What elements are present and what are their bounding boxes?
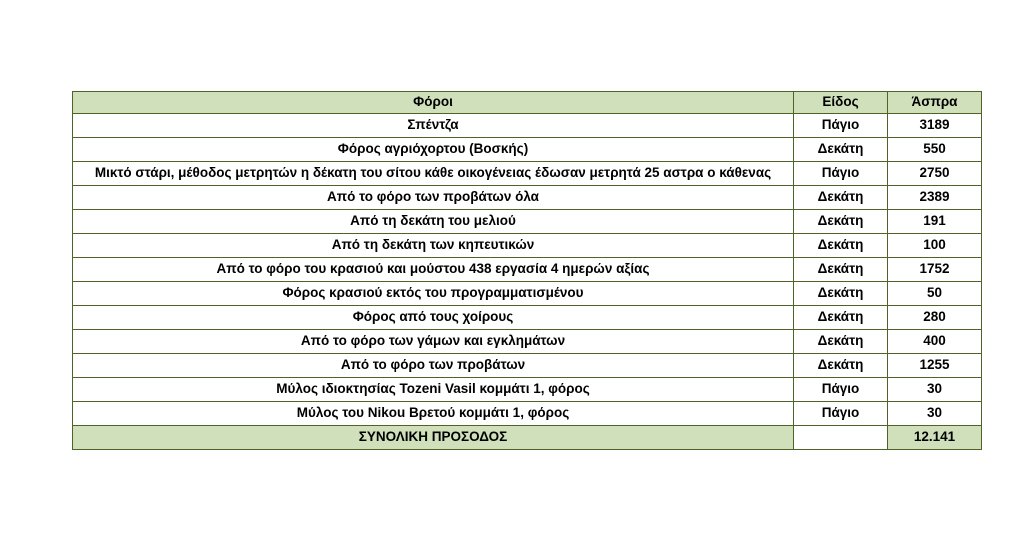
cell-type: Δεκάτη [794,353,888,377]
table-row [73,137,982,161]
cell-total-amount: 12.141 [888,425,982,449]
table-header [73,92,982,114]
cell-total-label: ΣΥΝΟΛΙΚΗ ΠΡΟΣΟΔΟΣ [73,425,794,449]
cell-type: Δεκάτη [794,137,888,161]
cell-type: Δεκάτη [794,233,888,257]
cell-amount: 400 [888,329,982,353]
column-header-type: Είδος [794,92,888,114]
cell-type: Πάγιο [794,401,888,425]
table-row [73,305,982,329]
table-row [73,113,982,137]
table-row [73,353,982,377]
cell-description: Από το φόρο των προβάτων [73,353,794,377]
table-row [73,257,982,281]
cell-description: Μύλος του Nikou Βρετού κομμάτι 1, φόρος [73,401,794,425]
cell-amount: 550 [888,137,982,161]
table-row [73,329,982,353]
cell-description: Φόρος κρασιού εκτός του προγραμματισμένου [73,281,794,305]
cell-amount: 50 [888,281,982,305]
cell-total-type [794,425,888,449]
cell-type: Πάγιο [794,161,888,185]
cell-type: Πάγιο [794,113,888,137]
cell-type: Δεκάτη [794,209,888,233]
cell-description: Από το φόρο των γάμων και εγκλημάτων [73,329,794,353]
cell-amount: 30 [888,401,982,425]
cell-amount: 1255 [888,353,982,377]
cell-description: Μύλος ιδιοκτησίας Tozeni Vasil κομμάτι 1, φόρος [73,377,794,401]
cell-amount: 30 [888,377,982,401]
cell-type: Δεκάτη [794,185,888,209]
cell-description: Από τη δεκάτη των κηπευτικών [73,233,794,257]
column-header-amount: Άσπρα [888,92,982,114]
cell-description: Από το φόρο του κρασιού και μούστου 438 εργασία 4 ημερών αξίας [73,257,794,281]
table-row [73,377,982,401]
table-body [73,113,982,449]
cell-description: Σπέντζα [73,113,794,137]
cell-type: Δεκάτη [794,257,888,281]
cell-type: Δεκάτη [794,305,888,329]
cell-description: Μικτό στάρι, μέθοδος μετρητών η δέκατη του σίτου κάθε οικογένειας έδωσαν μετρητά 25 αστρα ο κάθενας [73,161,794,185]
cell-amount: 1752 [888,257,982,281]
column-header-description: Φόροι [73,92,794,114]
cell-description: Φόρος από τους χοίρους [73,305,794,329]
cell-description: Από τη δεκάτη του μελιού [73,209,794,233]
table-row [73,401,982,425]
cell-type: Δεκάτη [794,329,888,353]
cell-description: Φόρος αγριόχορτου (Βοσκής) [73,137,794,161]
table-total-row [73,425,982,449]
cell-amount: 191 [888,209,982,233]
cell-description: Από το φόρο των προβάτων όλα [73,185,794,209]
cell-amount: 280 [888,305,982,329]
cell-type: Δεκάτη [794,281,888,305]
tax-table-container [72,91,956,450]
table-row [73,233,982,257]
table-row [73,281,982,305]
cell-amount: 2389 [888,185,982,209]
cell-amount: 3189 [888,113,982,137]
cell-amount: 2750 [888,161,982,185]
tax-table [72,91,982,450]
cell-type: Πάγιο [794,377,888,401]
table-row [73,209,982,233]
table-header-row [73,92,982,114]
cell-amount: 100 [888,233,982,257]
table-row [73,161,982,185]
table-row [73,185,982,209]
